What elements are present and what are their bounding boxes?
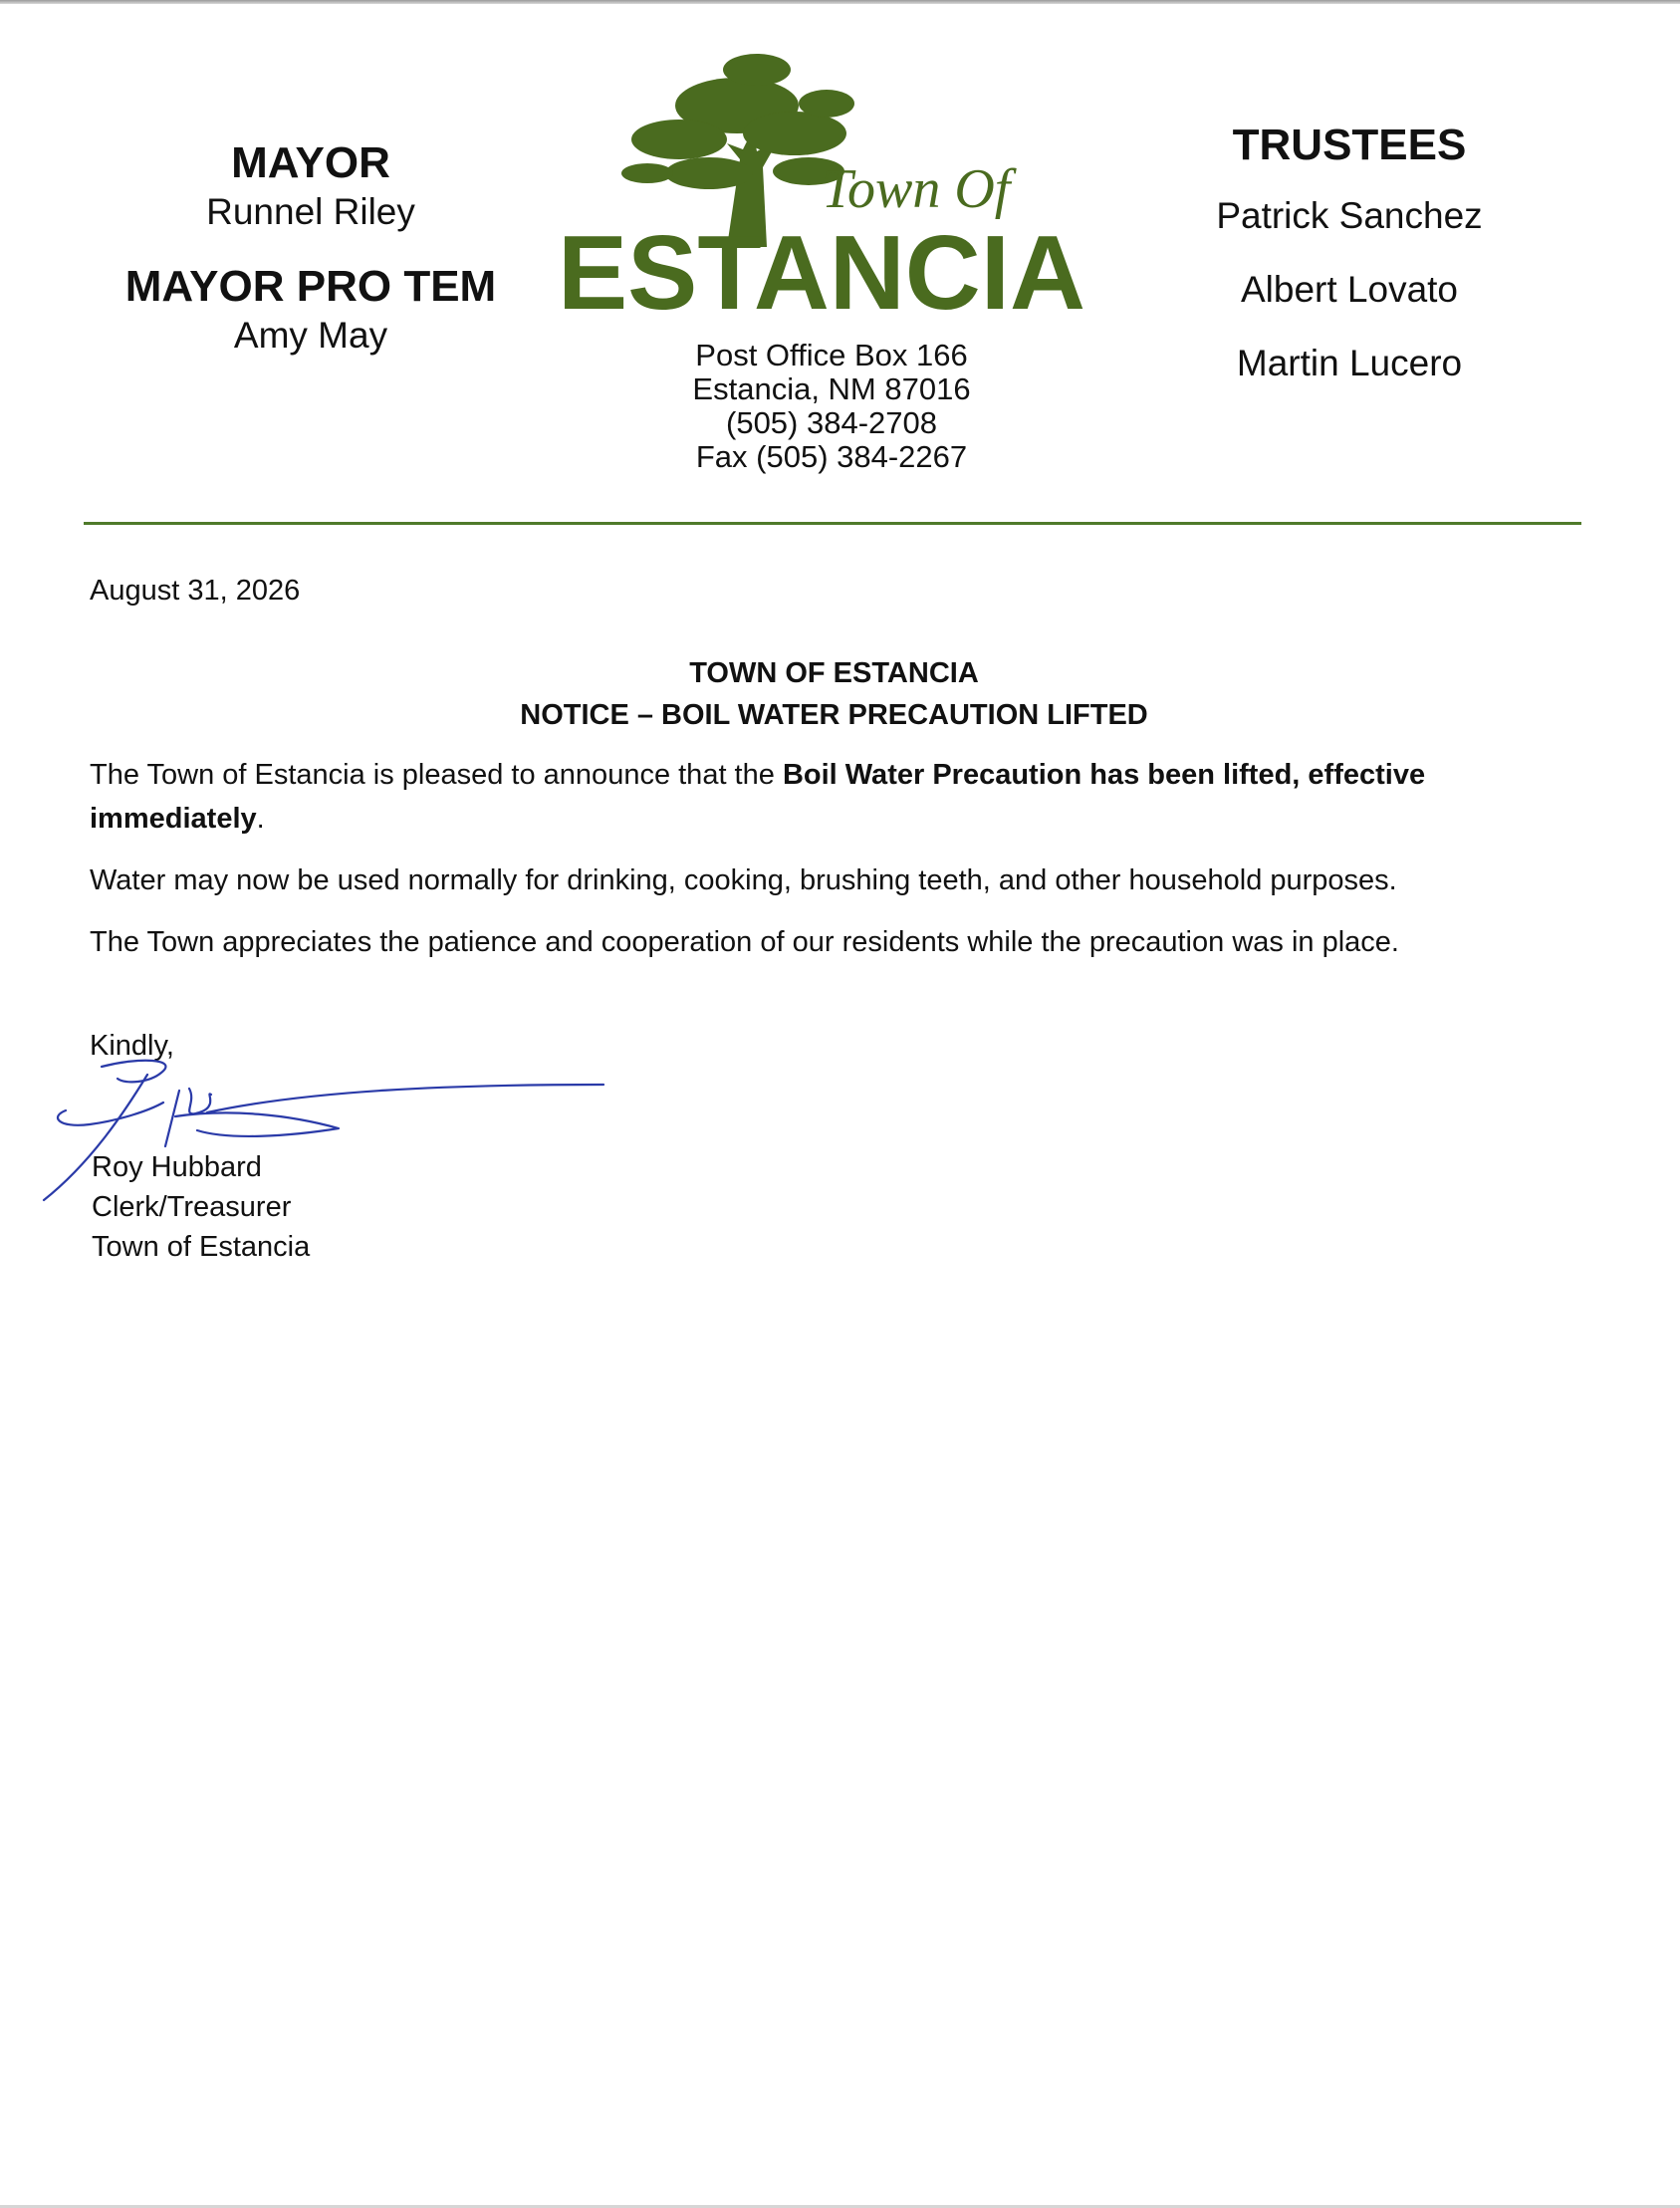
paragraph-emphasis: Boil Water Precaution has been lifted, effective immediately (90, 759, 1426, 835)
town-logo (558, 48, 1115, 327)
paragraph-text: The Town of Estancia is pleased to announce that the (90, 759, 783, 791)
trustee-name: Albert Lovato (1240, 269, 1459, 310)
logo-town-of: Town Of (822, 158, 1011, 220)
letter-date: August 31, 2026 (90, 575, 301, 607)
paragraph-announcement (90, 753, 1563, 841)
address-po-box: Post Office Box 166 (695, 338, 968, 372)
trustee-name: Patrick Sanchez (1216, 195, 1483, 236)
page-top-edge (0, 0, 1680, 4)
paragraph-thanks: The Town appreciates the patience and cooperation of our residents while the precaution was in place. (90, 926, 1399, 958)
paragraph-usage: Water may now be used normally for drinking, cooking, brushing teeth, and other household purposes. (90, 864, 1397, 896)
officials-left (112, 137, 510, 384)
mayor-pro-tem-title: MAYOR PRO TEM (124, 262, 497, 311)
trustee-name: Martin Lucero (1236, 343, 1463, 383)
officials-right (1150, 120, 1549, 400)
address-city: Estancia, NM 87016 (692, 371, 971, 406)
signer-title: Clerk/Treasurer (92, 1191, 292, 1223)
letter-body (90, 753, 1563, 982)
address-fax: Fax (505) 384-2267 (695, 439, 968, 474)
closing-salutation: Kindly, (90, 1030, 174, 1062)
header-divider (84, 522, 1581, 525)
address-phone: (505) 384-2708 (726, 405, 937, 440)
town-address (617, 339, 1046, 474)
mayor-pro-tem-name: Amy May (233, 315, 388, 356)
notice-title-line2: NOTICE – BOIL WATER PRECAUTION LIFTED (520, 699, 1148, 731)
signer-organization: Town of Estancia (92, 1231, 311, 1263)
signer-name: Roy Hubbard (92, 1151, 262, 1183)
mayor-title: MAYOR (231, 138, 390, 187)
trustees-title: TRUSTEES (1232, 121, 1467, 169)
mayor-name: Runnel Riley (206, 191, 415, 232)
notice-title-line1: TOWN OF ESTANCIA (689, 657, 979, 689)
handwritten-signature (30, 1051, 627, 1220)
notice-title (299, 652, 1369, 736)
logo-estancia: ESTANCIA (558, 214, 1085, 327)
paragraph-text: . (256, 803, 265, 835)
